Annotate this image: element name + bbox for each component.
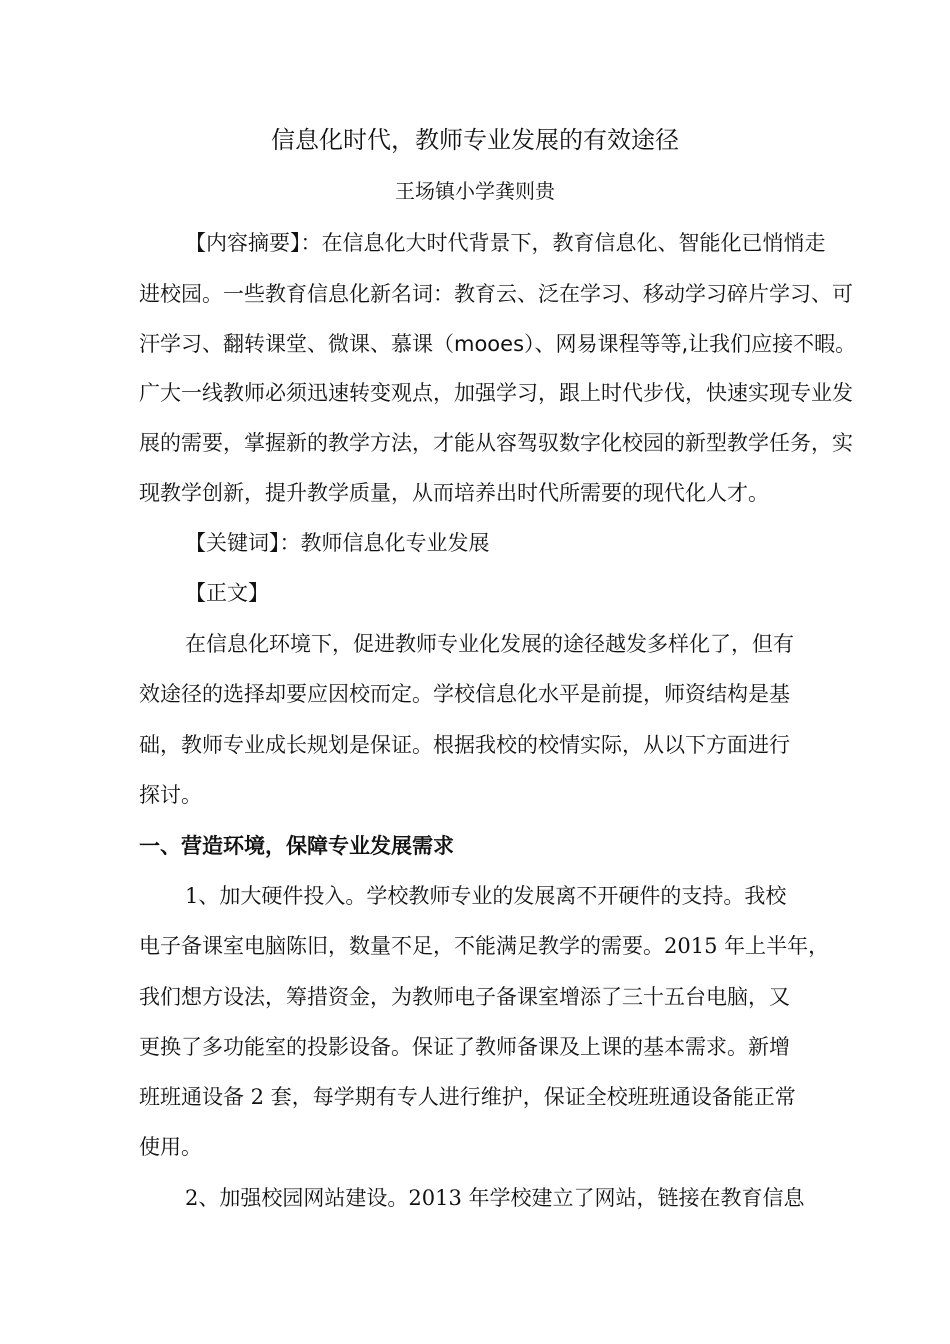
item1-line: 班班通设备 2 套，每学期有专人进行维护，保证全校班班通设备能正常: [139, 1085, 796, 1109]
abstract-line: 现教学创新，提升教学质量，从而培养出时代所需要的现代化人才。: [139, 481, 769, 505]
abstract-line: 进校园。一些教育信息化新名词：教育云、泛在学习、移动学习碎片学习、可: [139, 282, 853, 306]
intro-line: 在信息化环境下，促进教师专业化发展的途径越发多样化了，但有: [185, 632, 794, 656]
item1-line: 我们想方设法，筹措资金，为教师电子备课室增添了三十五台电脑，又: [139, 985, 790, 1009]
document-title: 信息化时代，教师专业发展的有效途径: [271, 126, 679, 154]
keywords-line: [185, 528, 490, 558]
abstract-first-line: [185, 228, 826, 258]
item2-line: 2、加强校园网站建设。2013 年学校建立了网站，链接在教育信息: [185, 1186, 805, 1210]
intro-line: 效途径的选择却要应因校而定。学校信息化水平是前提，师资结构是基: [139, 682, 790, 706]
intro-line: 探讨。: [139, 783, 202, 807]
keywords-label: 【关键词】：: [185, 531, 301, 555]
item1-line: 1、加大硬件投入。学校教师专业的发展离不开硬件的支持。我校: [185, 884, 787, 908]
item1-line: 更换了多功能室的投影设备。保证了教师备课及上课的基本需求。新增: [139, 1035, 790, 1059]
abstract-label: 【内容摘要】：: [185, 231, 322, 255]
item1-line: 使用。: [139, 1135, 202, 1159]
section-heading: 一、营造环境，保障专业发展需求: [139, 834, 454, 858]
body-label: 【正文】: [185, 581, 269, 605]
item1-line: 电子备课室电脑陈旧，数量不足，不能满足教学的需要。2015 年上半年，: [139, 934, 830, 958]
abstract-line: 展的需要，掌握新的教学方法，才能从容驾驭数字化校园的新型教学任务，实: [139, 431, 853, 455]
abstract-line: 在信息化大时代背景下，教育信息化、智能化已悄悄走: [321, 231, 826, 255]
abstract-line: 广大一线教师必须迅速转变观点，加强学习，跟上时代步伐，快速实现专业发: [139, 381, 853, 405]
abstract-line: 汗学习、翻转课堂、微课、慕课（mooes）、网易课程等等,让我们应接不暇。: [139, 332, 857, 356]
intro-line: 础，教师专业成长规划是保证。根据我校的校情实际，从以下方面进行: [139, 733, 790, 757]
document-author: 王场镇小学龚则贵: [395, 179, 555, 203]
keywords-value: 教师信息化专业发展: [300, 531, 490, 555]
